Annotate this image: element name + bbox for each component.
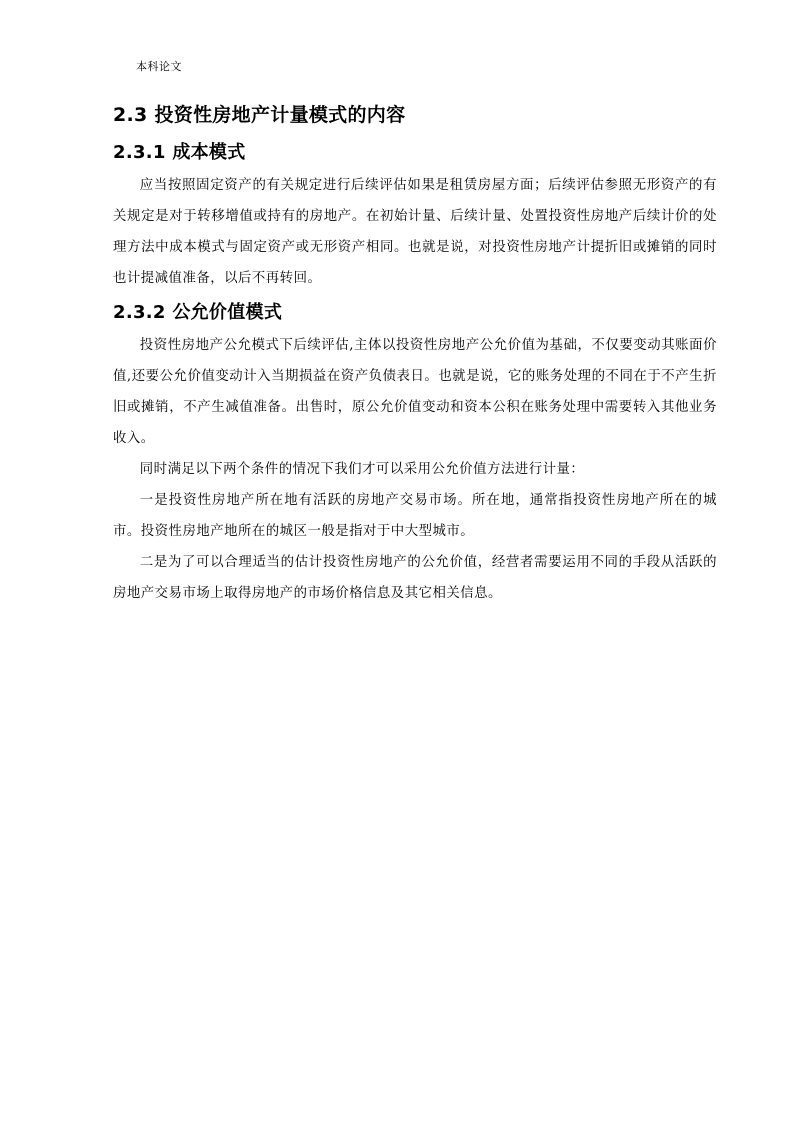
subsection-heading-fair-value-model: 2.3.2 公允价值模式 — [113, 302, 283, 323]
section-heading: 2.3 投资性房地产计量模式的内容 — [113, 104, 406, 126]
paragraph: 应当按照固定资产的有关规定进行后续评估如果是租赁房屋方面；后续评估参照无形资产的有关规定是对于转移增值或持有的房地产。在初始计量、后续计量、处置投资性房地产后续计价的处理方法中成本模式与固定资产或无形资产相同。也就是说，对投资性房地产计提折旧或摊销的同时也计提减值准备，以后不再转回。 — [113, 178, 717, 286]
paragraph: 二是为了可以合理适当的估计投资性房地产的公允价值，经营者需要运用不同的手段从活跃的房地产交易市场上取得房地产的市场价格信息及其它相关信息。 — [113, 555, 717, 601]
paragraph: 一是投资性房地产所在地有活跃的房地产交易市场。所在地，通常指投资性房地产所在的城市。投资性房地产地所在的城区一般是指对于中大型城市。 — [113, 493, 717, 539]
subsection-heading-cost-model: 2.3.1 成本模式 — [113, 142, 246, 163]
paragraph: 同时满足以下两个条件的情况下我们才可以采用公允价值方法进行计量： — [139, 462, 585, 477]
document-body — [113, 100, 717, 609]
running-header: 本科论文 — [136, 60, 182, 73]
paragraph: 投资性房地产公允模式下后续评估,主体以投资性房地产公允价值为基础，不仅要变动其账面价值,还要公允价值变动计入当期损益在资产负债表日。也就是说，它的账务处理的不同在于不产生折旧或摊销，不产生减值准备。出售时，原公允价值变动和资本公积在账务处理中需要转入其他业务收入。 — [113, 338, 717, 446]
